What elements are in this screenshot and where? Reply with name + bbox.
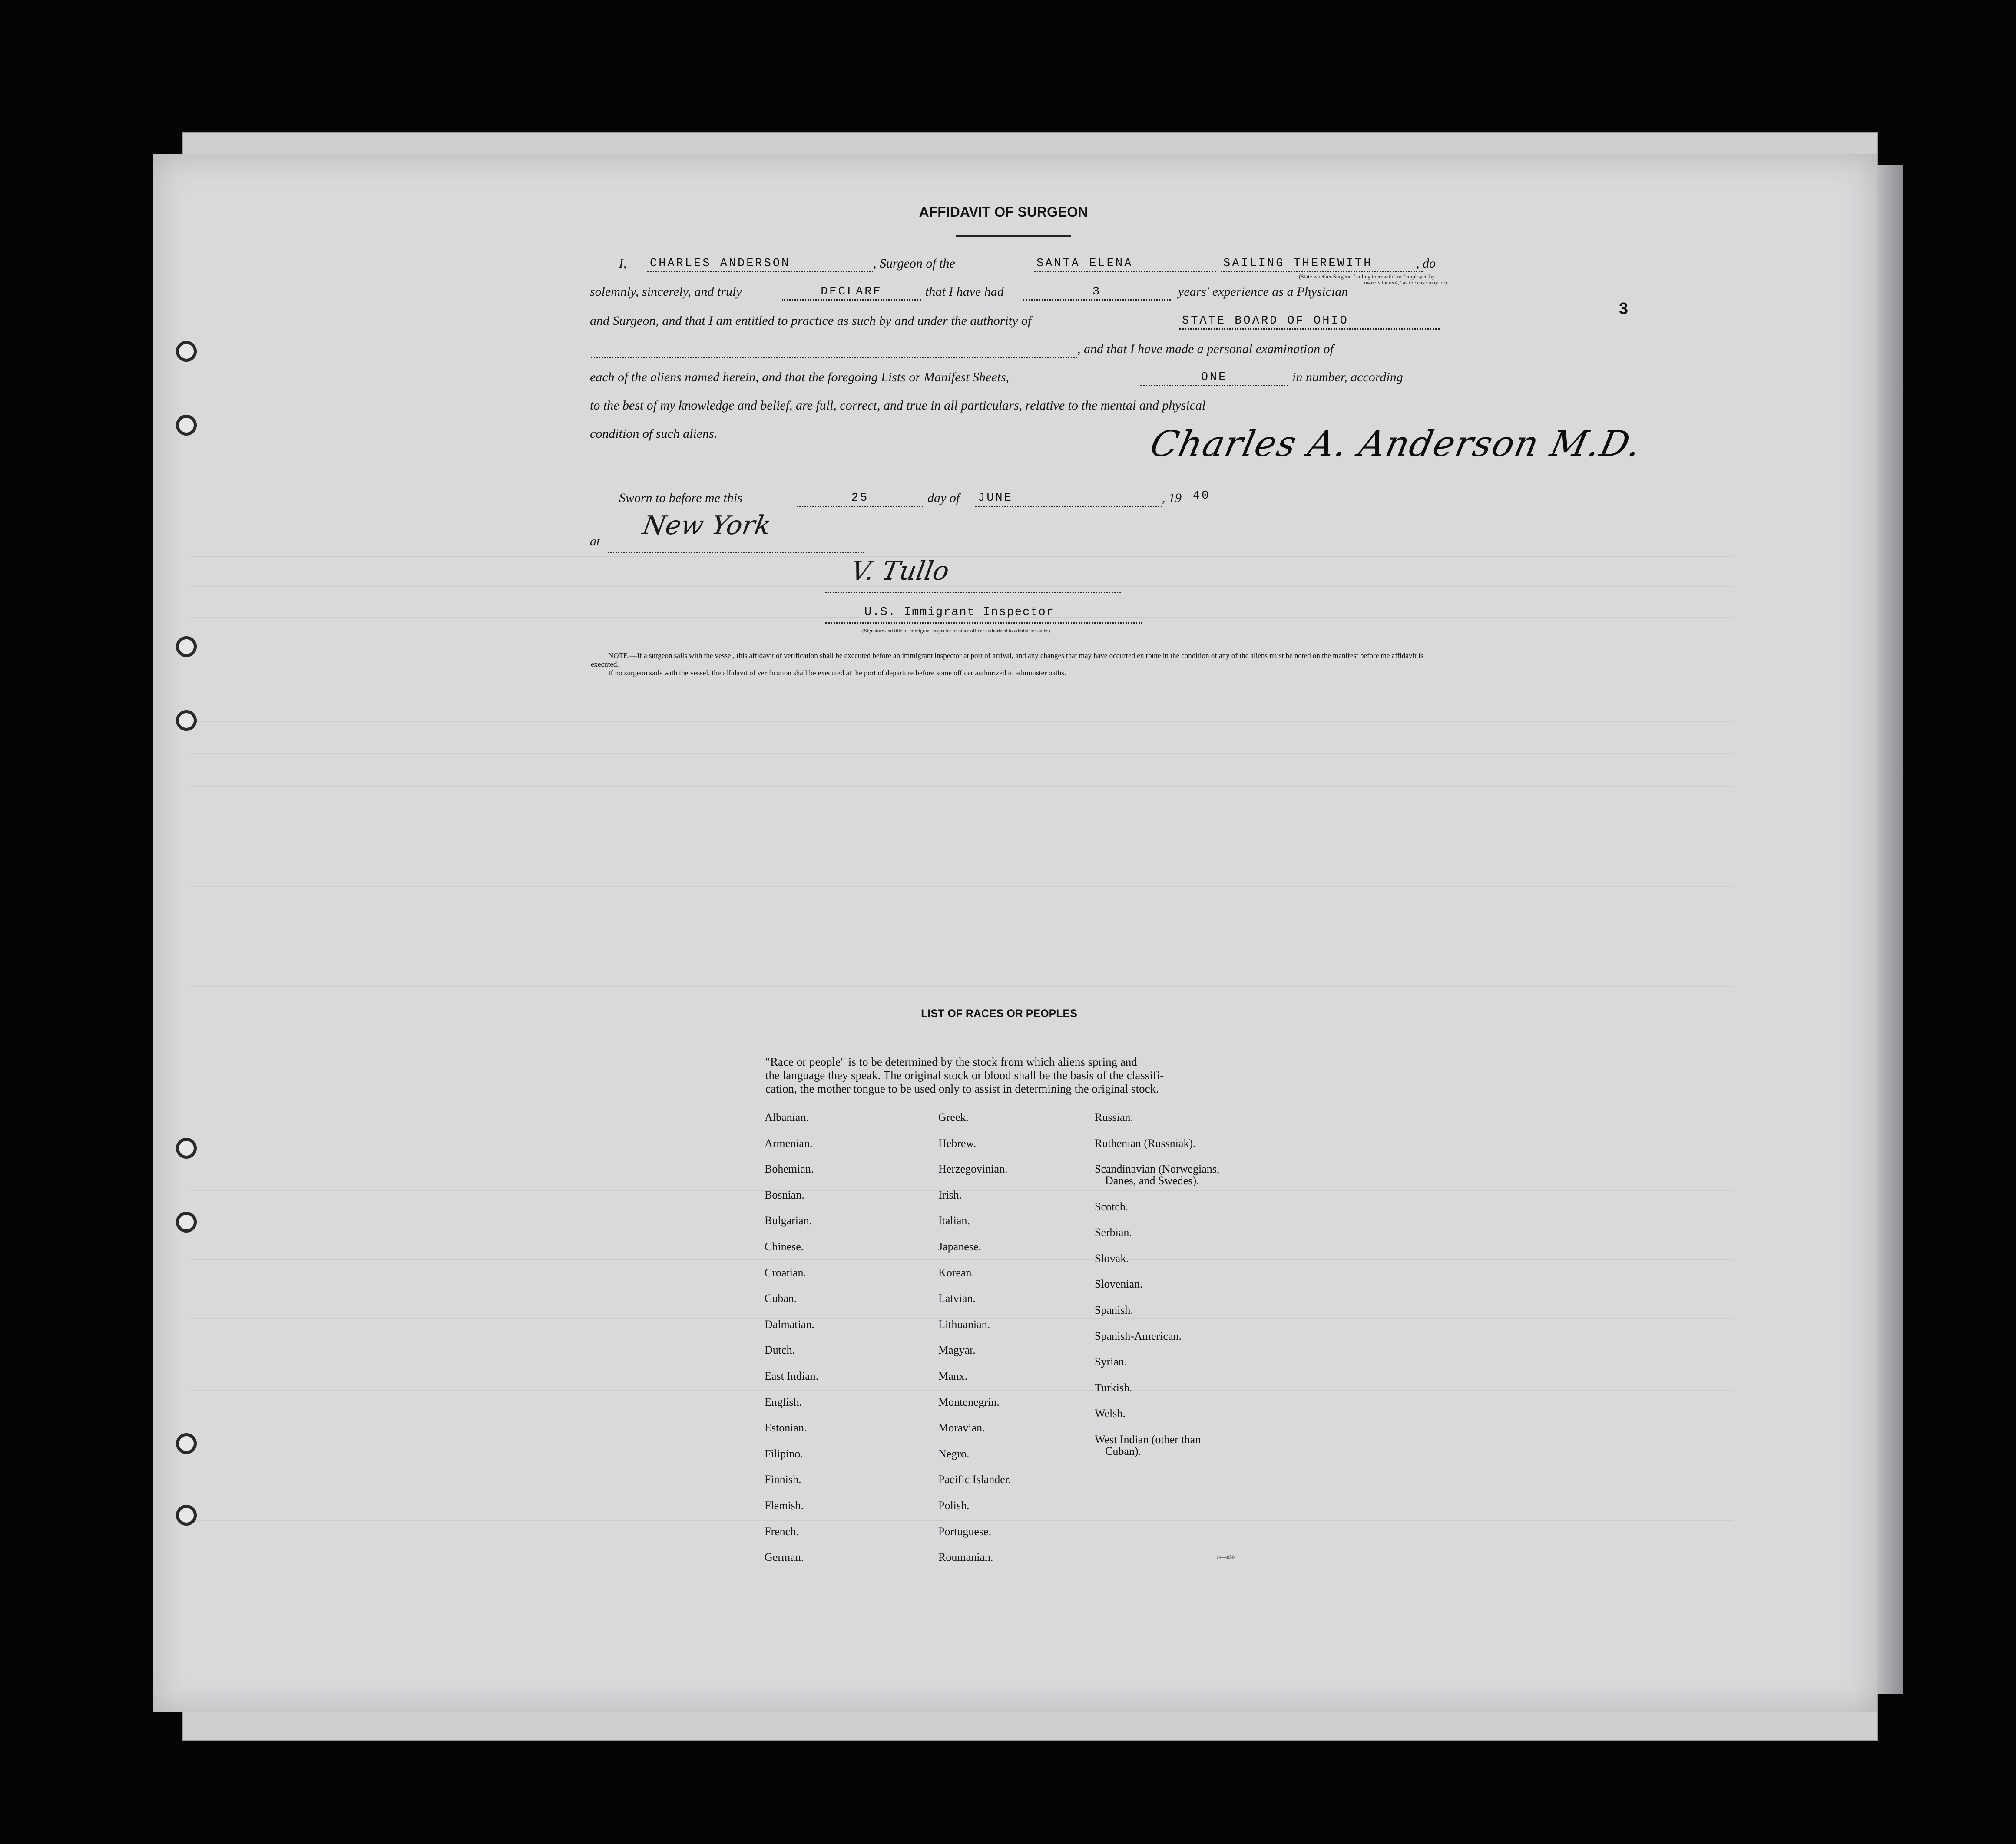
race-entry: Moravian. [938, 1421, 985, 1434]
binder-hole [176, 1505, 197, 1526]
binder-hole [176, 341, 197, 362]
race-entry: Slovenian. [1095, 1278, 1143, 1290]
race-entry: Hebrew. [938, 1137, 977, 1150]
race-entry: Slovak. [1095, 1252, 1129, 1265]
race-entry: Ruthenian (Russniak). [1095, 1137, 1196, 1150]
sailing-field: SAILING THEREWITH [1221, 257, 1423, 272]
declare-field: DECLARE [782, 285, 921, 301]
surgeon-name-field: CHARLES ANDERSON [647, 257, 873, 272]
affidavit-notes [591, 651, 1438, 677]
race-entry: Finnish. [765, 1473, 801, 1486]
affidavit-line6: to the best of my knowledge and belief, are full, correct, and true in all particulars, relative to the mental and physical [590, 398, 1206, 413]
bleed-through-row [191, 1190, 1733, 1191]
races-title: LIST OF RACES OR PEOPLES [921, 1008, 1077, 1020]
race-entry: Filipino. [765, 1447, 803, 1460]
race-entry: Herzegovinian. [938, 1163, 1008, 1175]
sworn-month-field: JUNE [975, 492, 1162, 507]
race-entry: Bosnian. [765, 1189, 804, 1201]
affidavit-line2-text1: solemnly, sincerely, and truly [590, 284, 742, 299]
affidavit-line5-text1: each of the aliens named herein, and that the foregoing Lists or Manifest Sheets, [590, 370, 1010, 384]
race-entry: Bulgarian. [765, 1214, 812, 1227]
affidavit-page [153, 154, 1877, 1712]
race-entry: Manx. [938, 1370, 968, 1382]
sworn-day-field: 25 [797, 492, 923, 507]
race-entry: Flemish. [765, 1499, 804, 1512]
sheet-count-field: ONE [1140, 371, 1288, 386]
affidavit-line5-text2: in number, according [1292, 370, 1403, 384]
binder-hole [176, 1212, 197, 1233]
races-intro-line: the language they speak. The original stock or blood shall be the basis of the classifi- [765, 1069, 1164, 1082]
race-entry: Greek. [938, 1111, 969, 1124]
authority-continuation-line [591, 343, 1077, 358]
race-entry: Danes, and Swedes). [1105, 1174, 1199, 1187]
race-entry: Scotch. [1095, 1200, 1129, 1213]
race-entry: Latvian. [938, 1292, 976, 1305]
sailing-note-line2: owners thereof," as the case may be) [1364, 279, 1447, 286]
surgeon-of-text: , Surgeon of the [873, 256, 955, 271]
race-entry: Spanish-American. [1095, 1330, 1182, 1342]
inspector-title: U.S. Immigrant Inspector [864, 606, 1054, 619]
bleed-through-row [191, 1259, 1733, 1260]
sworn-text3: , 19 [1162, 491, 1182, 505]
binder-hole [176, 415, 197, 436]
race-entry: Estonian. [765, 1421, 807, 1434]
races-intro-line: "Race or people" is to be determined by the stock from which aliens spring and [765, 1055, 1137, 1068]
vessel-field: SANTA ELENA [1034, 257, 1216, 272]
affidavit-line2-text3: years' experience as a Physician [1178, 284, 1348, 299]
sworn-text2: day of [927, 491, 960, 505]
affidavit-title: AFFIDAVIT OF SURGEON [919, 204, 1088, 220]
bleed-through-row [191, 1520, 1733, 1521]
race-entry: Syrian. [1095, 1355, 1127, 1368]
race-entry: German. [765, 1551, 804, 1563]
race-entry: Korean. [938, 1266, 975, 1279]
race-entry: Polish. [938, 1499, 970, 1512]
surgeon-signature: Charles A. Anderson M.D. [1146, 423, 1645, 465]
authority-field: STATE BOARD OF OHIO [1179, 314, 1440, 330]
race-entry: Croatian. [765, 1266, 807, 1279]
races-intro [765, 1055, 1243, 1096]
inspector-caption: (Signature and title of immigrant inspector or other officer authorized to administer oaths) [862, 628, 1050, 634]
affidavit-line2-text2: that I have had [925, 284, 1004, 299]
binder-hole [176, 1138, 197, 1159]
race-entry: English. [765, 1396, 802, 1408]
affidavit-line1-suffix: , do [1416, 256, 1436, 271]
race-entry: Spanish. [1095, 1304, 1133, 1316]
title-underline [956, 235, 1071, 237]
sworn-text1: Sworn to before me this [619, 491, 742, 505]
race-entry: Scandinavian (Norwegians, [1095, 1163, 1220, 1175]
at-label: at [590, 534, 600, 549]
affidavit-line1-prefix: I, [619, 256, 627, 271]
form-number: 14—830 [1216, 1554, 1235, 1560]
margin-number: 3 [1619, 300, 1629, 318]
affidavit-note2: If no surgeon sails with the vessel, the affidavit of verification shall be executed at the port of departure before some officer authorized to administer oaths. [608, 669, 1066, 677]
sheet-edge [1877, 165, 1903, 1694]
race-entry: Cuban). [1105, 1445, 1142, 1457]
race-entry: Chinese. [765, 1240, 804, 1253]
race-entry: Lithuanian. [938, 1318, 990, 1331]
race-entry: Armenian. [765, 1137, 813, 1150]
race-entry: West Indian (other than [1095, 1433, 1201, 1446]
race-entry: Negro. [938, 1447, 970, 1460]
bleed-through-row [191, 556, 1733, 557]
binder-hole [176, 710, 197, 731]
race-entry: Bohemian. [765, 1163, 814, 1175]
race-entry: Italian. [938, 1214, 970, 1227]
race-entry: Pacific Islander. [938, 1473, 1011, 1486]
sworn-year-field: 40 [1193, 489, 1211, 502]
bleed-through-row [191, 753, 1733, 754]
affidavit-line4: , and that I have made a personal examination of [1077, 342, 1334, 356]
binder-hole [176, 1433, 197, 1454]
inspector-signature: V. Tullo [848, 556, 952, 586]
race-entry: Portuguese. [938, 1525, 992, 1538]
race-entry: French. [765, 1525, 799, 1538]
race-entry: Roumanian. [938, 1551, 993, 1563]
affidavit-note1: NOTE.—If a surgeon sails with the vessel, this affidavit of verification shall be executed before an immigrant inspector at port of arrival, and any changes that may have occurred en route in the condition of any of the aliens must be noted on the manifest before the affidavit is executed. [591, 651, 1423, 668]
race-entry: Albanian. [765, 1111, 809, 1124]
race-entry: Montenegrin. [938, 1396, 1000, 1408]
bleed-through-row [191, 721, 1733, 722]
affidavit-line7: condition of such aliens. [590, 426, 718, 441]
years-field: 3 [1023, 285, 1171, 301]
race-entry: Russian. [1095, 1111, 1133, 1124]
at-place-handwritten: New York [640, 510, 774, 541]
bleed-through-row [191, 1390, 1733, 1391]
race-entry: Serbian. [1095, 1226, 1132, 1239]
race-entry: Cuban. [765, 1292, 797, 1305]
sailing-note-line1: (State whether Surgeon "sailing therewith" or "employed by [1299, 273, 1435, 280]
binder-hole [176, 636, 197, 657]
race-entry: East Indian. [765, 1370, 819, 1382]
affidavit-line3-text1: and Surgeon, and that I am entitled to practice as such by and under the authority of [590, 314, 1032, 328]
bleed-through-row [191, 986, 1733, 987]
race-entry: Dalmatian. [765, 1318, 814, 1331]
bleed-through-row [191, 786, 1733, 787]
race-entry: Japanese. [938, 1240, 981, 1253]
race-entry: Turkish. [1095, 1381, 1132, 1394]
race-entry: Irish. [938, 1189, 962, 1201]
sailing-note [1299, 274, 1447, 286]
races-intro-line: cation, the mother tongue to be used only to assist in determining the original stock. [765, 1082, 1159, 1095]
inspector-title-line [825, 621, 1142, 624]
race-entry: Welsh. [1095, 1407, 1126, 1420]
bleed-through-row [191, 586, 1733, 587]
race-entry: Dutch. [765, 1344, 795, 1356]
inspector-signature-line [825, 589, 1121, 593]
bleed-through-row [191, 886, 1733, 887]
race-entry: Magyar. [938, 1344, 976, 1356]
